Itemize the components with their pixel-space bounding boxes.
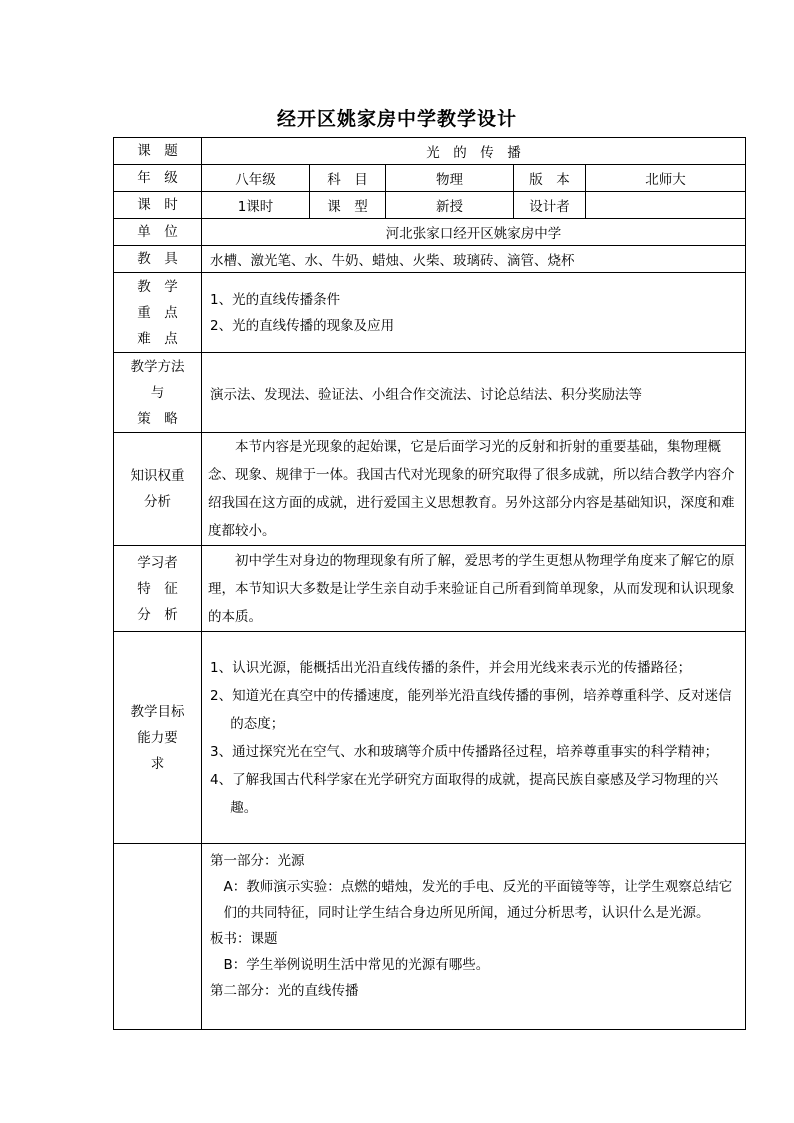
- grade-label: 年 级: [114, 165, 202, 192]
- methods-value: 演示法、发现法、验证法、小组合作交流法、讨论总结法、积分奖励法等: [202, 353, 746, 433]
- key-points-label-line: 教 学: [137, 278, 178, 295]
- row-process: [114, 844, 746, 1030]
- objectives-label-line: 能力要: [137, 729, 178, 746]
- objectives-label-line: 求: [150, 755, 165, 772]
- process-line: 第一部分：光源: [210, 853, 305, 869]
- row-objectives: [114, 632, 746, 844]
- process-label: [114, 844, 202, 1030]
- knowledge-label-line: 分析: [144, 494, 171, 510]
- designer-label: 设计者: [514, 192, 586, 219]
- unit-value: 河北张家口经开区姚家房中学: [202, 219, 746, 246]
- key-point-item: 2、光的直线传播的现象及应用: [210, 317, 395, 334]
- learners-label-line: 特 征: [137, 580, 178, 597]
- process-value: [202, 844, 746, 1030]
- objective-item: 2、知道光在真空中的传播速度，能列举光沿直线传播的事例，培养尊重科学、反对迷信的态度；: [210, 687, 732, 732]
- row-unit: [114, 219, 746, 246]
- key-point-item: 1、光的直线传播条件: [210, 291, 341, 308]
- key-points-label-line: 难 点: [137, 330, 178, 347]
- grade-value: 八年级: [202, 165, 310, 192]
- row-learners: [114, 546, 746, 632]
- page-title: 经开区姚家房中学教学设计: [276, 108, 517, 130]
- objectives-label: [114, 632, 202, 844]
- learners-label-line: 分 析: [137, 606, 178, 623]
- methods-label-line: 教学方法: [130, 358, 185, 375]
- row-grade: [114, 165, 746, 192]
- process-line: B：学生举例说明生活中常见的光源有哪些。: [223, 957, 490, 973]
- objective-item: 3、通过探究光在空气、水和玻璃等介质中传播路径过程，培养尊重事实的科学精神；: [210, 743, 719, 760]
- key-points-value: [202, 273, 746, 353]
- subject-value: 物理: [386, 165, 514, 192]
- row-tools: [114, 246, 746, 273]
- learners-value: 初中学生对身边的物理现象有所了解，爱思考的学生更想从物理学角度来了解它的原理，本节知识大多数是让学生亲自动手来验证自己所看到简单现象，从而发现和认识现象的本质。: [202, 546, 746, 632]
- topic-label: 课 题: [114, 138, 202, 165]
- process-line: 板书：课题: [210, 931, 278, 947]
- key-points-label: [114, 273, 202, 353]
- methods-label-line: 策 略: [137, 410, 178, 427]
- knowledge-label-line: 知识权重: [130, 468, 185, 484]
- topic-value: 光 的 传 播: [202, 138, 746, 165]
- row-key-points: [114, 273, 746, 353]
- type-value: 新授: [386, 192, 514, 219]
- row-knowledge: [114, 433, 746, 546]
- unit-label: 单 位: [114, 219, 202, 246]
- period-value: 1课时: [202, 192, 310, 219]
- methods-label-line: 与: [150, 384, 165, 401]
- tools-value: 水槽、激光笔、水、牛奶、蜡烛、火柴、玻璃砖、滴管、烧杯: [202, 246, 746, 273]
- process-line: 第二部分：光的直线传播: [210, 983, 359, 999]
- objectives-label-line: 教学目标: [130, 703, 185, 720]
- type-label: 课 型: [310, 192, 386, 219]
- period-label: 课 时: [114, 192, 202, 219]
- key-points-label-line: 重 点: [137, 304, 178, 321]
- knowledge-value: 本节内容是光现象的起始课，它是后面学习光的反射和折射的重要基础，集物理概念、现象、规律于一体。我国古代对光现象的研究取得了很多成就，所以结合教学内容介绍我国在这方面的成就，进行爱国主义思想教育。另外这部分内容是基础知识，深度和难度都较小。: [202, 433, 746, 546]
- row-methods: [114, 353, 746, 433]
- row-period: [114, 192, 746, 219]
- objective-item: 1、认识光源，能概括出光沿直线传播的条件，并会用光线来表示光的传播路径；: [210, 659, 692, 676]
- tools-label: 教 具: [114, 246, 202, 273]
- process-line: A：教师演示实验：点燃的蜡烛，发光的手电、反光的平面镜等等，让学生观察总结它们的共同特征，同时让学生结合身边所见所闻，通过分析思考，认识什么是光源。: [223, 879, 733, 921]
- lesson-plan-table: [113, 137, 746, 1030]
- learners-label-line: 学习者: [137, 554, 178, 571]
- row-topic: [114, 138, 746, 165]
- edition-value: 北师大: [586, 165, 746, 192]
- objective-item: 4、了解我国古代科学家在光学研究方面取得的成就，提高民族自豪感及学习物理的兴趣。: [210, 771, 719, 816]
- edition-label: 版 本: [514, 165, 586, 192]
- subject-label: 科 目: [310, 165, 386, 192]
- methods-label: [114, 353, 202, 433]
- designer-value: [586, 192, 746, 219]
- knowledge-label: [114, 433, 202, 546]
- learners-label: [114, 546, 202, 632]
- objectives-value: [202, 632, 746, 844]
